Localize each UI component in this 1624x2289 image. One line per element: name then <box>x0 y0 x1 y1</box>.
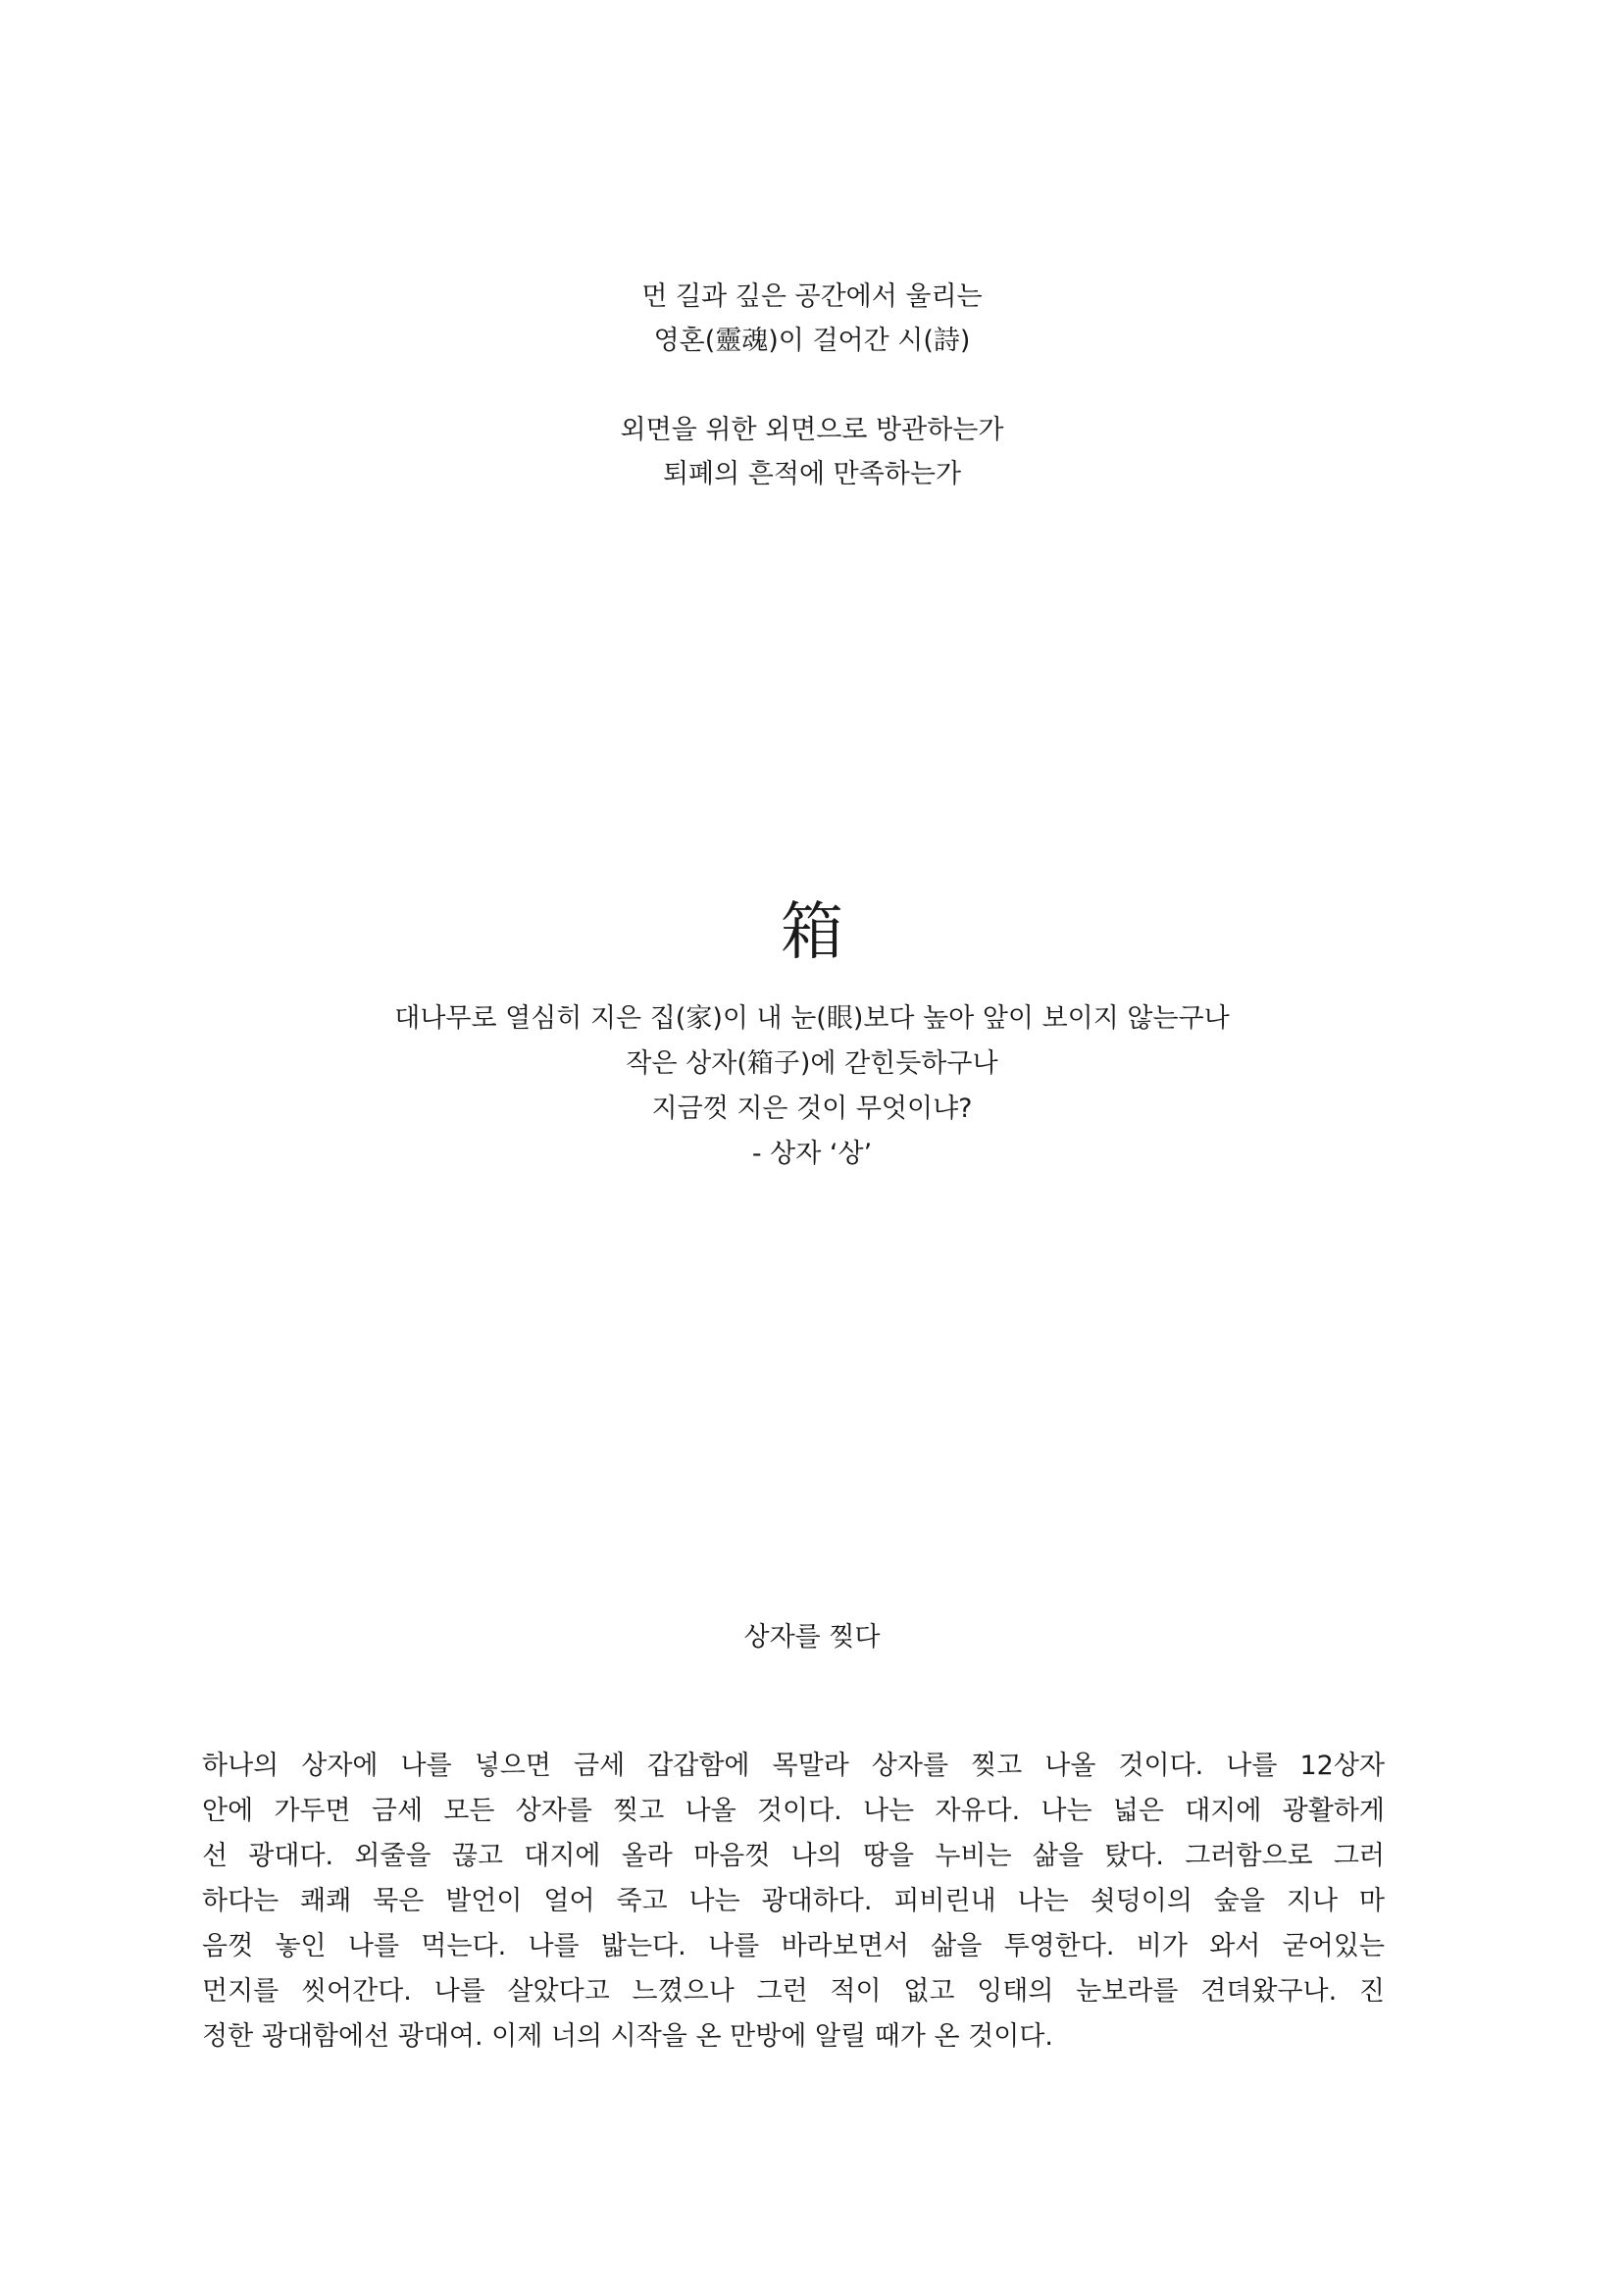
essay-line: 하다는 쾌쾌 묵은 발언이 얼어 죽고 나는 광대하다. 피비린내 나는 쇳덩이의 숲을 지나 마 <box>202 1886 1385 1916</box>
poem-title: 箱 <box>781 896 843 969</box>
epigraph-line: 영혼(靈魂)이 걸어간 시(詩) <box>653 326 971 356</box>
poem-line: 지금껏 지은 것이 무엇이냐? <box>651 1094 973 1124</box>
epigraph-stanza-2 <box>0 408 1624 496</box>
epigraph-line: 먼 길과 깊은 공간에서 울리는 <box>641 281 983 312</box>
epigraph-line: 외면을 위한 외면으로 방관하는가 <box>620 415 1004 445</box>
poem-line: 대나무로 열심히 지은 집(家)이 내 눈(眼)보다 높아 앞이 보이지 않는구나 <box>394 1003 1230 1034</box>
poem-attribution: - 상자 ‘상’ <box>751 1139 873 1169</box>
epigraph-stanza-1 <box>0 275 1624 363</box>
poem-line: 작은 상자(箱子)에 갇힌듯하구나 <box>626 1048 998 1079</box>
essay-line: 하나의 상자에 나를 넣으면 금세 갑갑함에 목말라 상자를 찢고 나올 것이다. 나를 12상자 <box>202 1751 1385 1781</box>
essay-line: 음껏 놓인 나를 먹는다. 나를 밟는다. 나를 바라보면서 삶을 투영한다. 비가 와서 굳어있는 <box>202 1931 1385 1961</box>
essay-line: 정한 광대함에선 광대여. 이제 너의 시작을 온 만방에 알릴 때가 온 것이다. <box>202 2021 1053 2052</box>
essay-paragraph <box>202 1744 1385 2060</box>
essay-line: 선 광대다. 외줄을 끊고 대지에 올라 마음껏 나의 땅을 누비는 삶을 탔다. 그러함으로 그러 <box>202 1841 1385 1871</box>
poem-body <box>0 996 1624 1177</box>
essay-line: 안에 가두면 금세 모든 상자를 찢고 나올 것이다. 나는 자유다. 나는 넓은 대지에 광활하게 <box>202 1796 1385 1826</box>
essay-title: 상자를 찢다 <box>743 1622 881 1653</box>
essay-line: 먼지를 씻어간다. 나를 살았다고 느꼈으나 그런 적이 없고 잉태의 눈보라를 견뎌왔구나. 진 <box>202 1976 1385 2007</box>
epigraph-line: 퇴폐의 흔적에 만족하는가 <box>662 459 962 489</box>
